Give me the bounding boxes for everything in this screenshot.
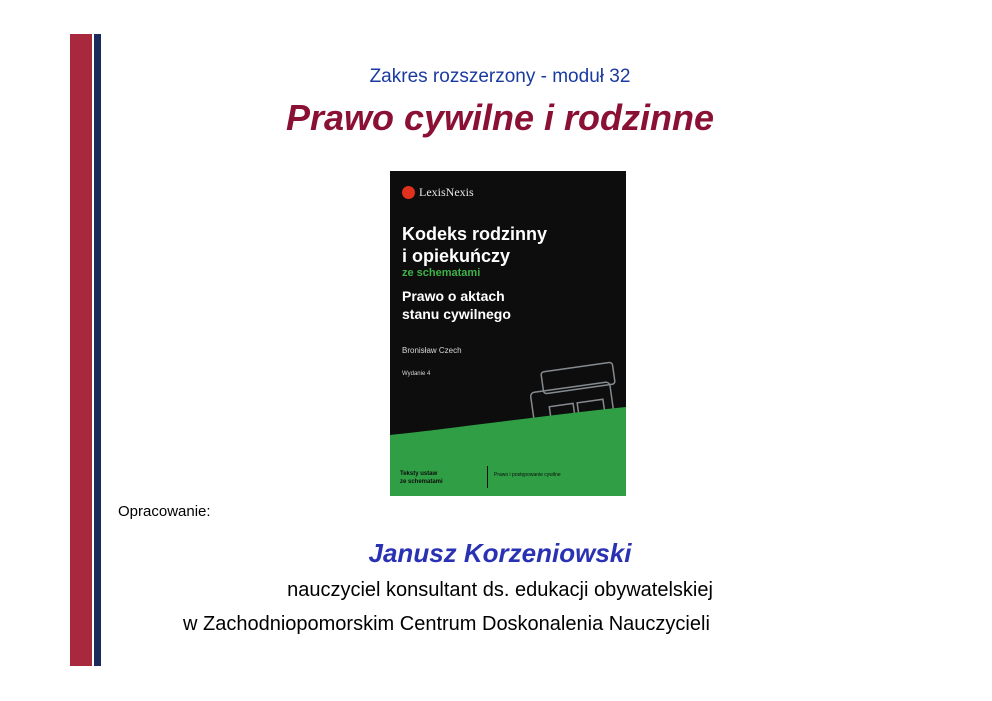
author-name: Janusz Korzeniowski: [368, 538, 632, 568]
book-title: [402, 223, 617, 267]
book-title-line1: Kodeks rodzinny: [402, 224, 548, 244]
left-accent-bar-red: [70, 34, 92, 666]
left-accent-bar-navy: [94, 34, 101, 666]
prepared-by-label: Opracowanie:: [118, 503, 211, 520]
book-green-band: [390, 438, 626, 496]
slide-subtitle: Zakres rozszerzony - moduł 32: [369, 66, 631, 87]
book-cover-image: [390, 171, 626, 496]
book-author: Bronisław Czech: [402, 346, 462, 355]
book-series-line2: ze schematami: [400, 479, 443, 485]
book-edition: Wydanie 4: [402, 371, 431, 377]
book-second-title-line2: stanu cywilnego: [402, 306, 511, 322]
publisher-logo: [402, 185, 474, 200]
publisher-logo-icon: [402, 186, 415, 199]
slide-title: Prawo cywilne i rodzinne: [285, 97, 715, 138]
publisher-name: LexisNexis: [419, 185, 474, 199]
author-role-line2: w Zachodniopomorskim Centrum Doskonalenia Nauczycieli: [183, 613, 710, 635]
book-series-label: [400, 470, 443, 486]
book-subtitle: ze schematami: [402, 267, 481, 279]
book-second-title: [402, 287, 602, 323]
book-series-line1: Teksty ustaw: [400, 471, 438, 477]
book-second-title-line1: Prawo o aktach: [402, 288, 505, 304]
author-role-line1: nauczyciel konsultant ds. edukacji obywatelskiej: [287, 579, 713, 601]
book-category: Prawo i postępowanie cywilne: [494, 472, 561, 478]
book-footer-divider: [487, 466, 488, 488]
book-title-line2: i opiekuńczy: [402, 246, 511, 266]
